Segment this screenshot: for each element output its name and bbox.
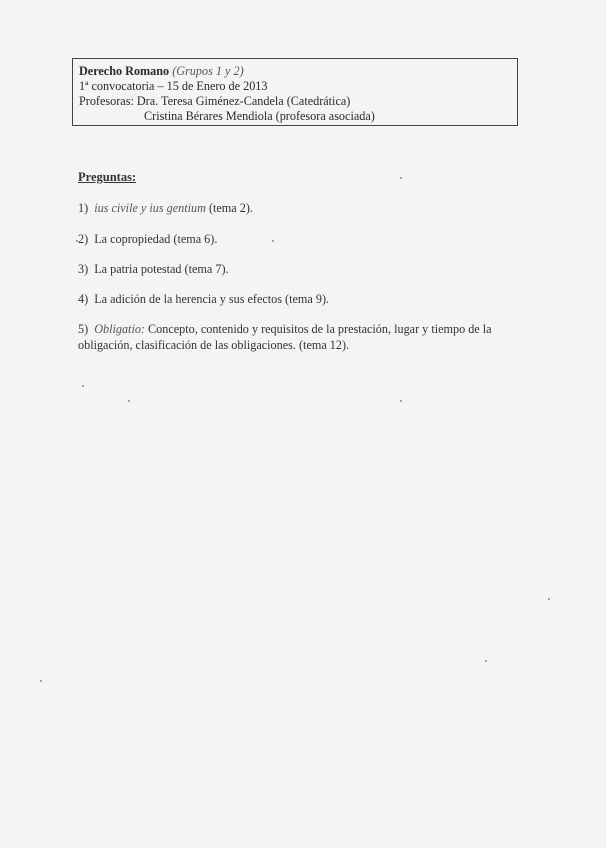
subject-line xyxy=(79,64,517,79)
scan-speck xyxy=(272,240,274,242)
scan-speck xyxy=(40,680,42,682)
scan-speck xyxy=(82,385,84,387)
exam-date: 1ª convocatoria – 15 de Enero de 2013 xyxy=(79,79,268,93)
question-3 xyxy=(78,261,518,277)
question-text: La copropiedad (tema 6). xyxy=(94,232,218,246)
question-5 xyxy=(78,321,518,353)
question-italic: ius civile y ius gentium xyxy=(94,201,206,215)
scan-speck xyxy=(400,177,402,179)
scan-speck xyxy=(400,400,402,402)
professor-second: Cristina Bérares Mendiola (profesora asociada) xyxy=(144,109,375,123)
groups-label: (Grupos 1 y 2) xyxy=(172,64,244,78)
scan-speck xyxy=(485,660,487,662)
question-italic: Obligatio: xyxy=(94,322,145,336)
questions-heading: Preguntas: xyxy=(78,170,137,184)
question-number: 4) xyxy=(78,292,89,306)
scan-speck xyxy=(76,240,78,242)
subject-title: Derecho Romano xyxy=(79,64,170,78)
question-text: La adición de la herencia y sus efectos (tema 9). xyxy=(94,292,330,306)
exam-header-box xyxy=(72,58,518,126)
question-number: 1) xyxy=(78,201,89,215)
question-number: 5) xyxy=(78,322,89,336)
question-text: Concepto, contenido y requisitos de la prestación, lugar y tiempo de la obligación, clasificación de las obligaciones. (tema 12). xyxy=(78,322,492,352)
professors-line: Profesoras: Dra. Teresa Giménez-Candela (Catedrática) xyxy=(79,94,351,108)
question-text: La patria potestad (tema 7). xyxy=(94,262,229,276)
question-4 xyxy=(78,291,518,307)
scan-speck xyxy=(128,400,130,402)
question-text: (tema 2). xyxy=(205,201,253,215)
question-1 xyxy=(78,200,518,216)
question-2 xyxy=(78,231,518,247)
question-number: 2) xyxy=(78,232,89,246)
question-number: 3) xyxy=(78,262,89,276)
scan-speck xyxy=(548,598,550,600)
